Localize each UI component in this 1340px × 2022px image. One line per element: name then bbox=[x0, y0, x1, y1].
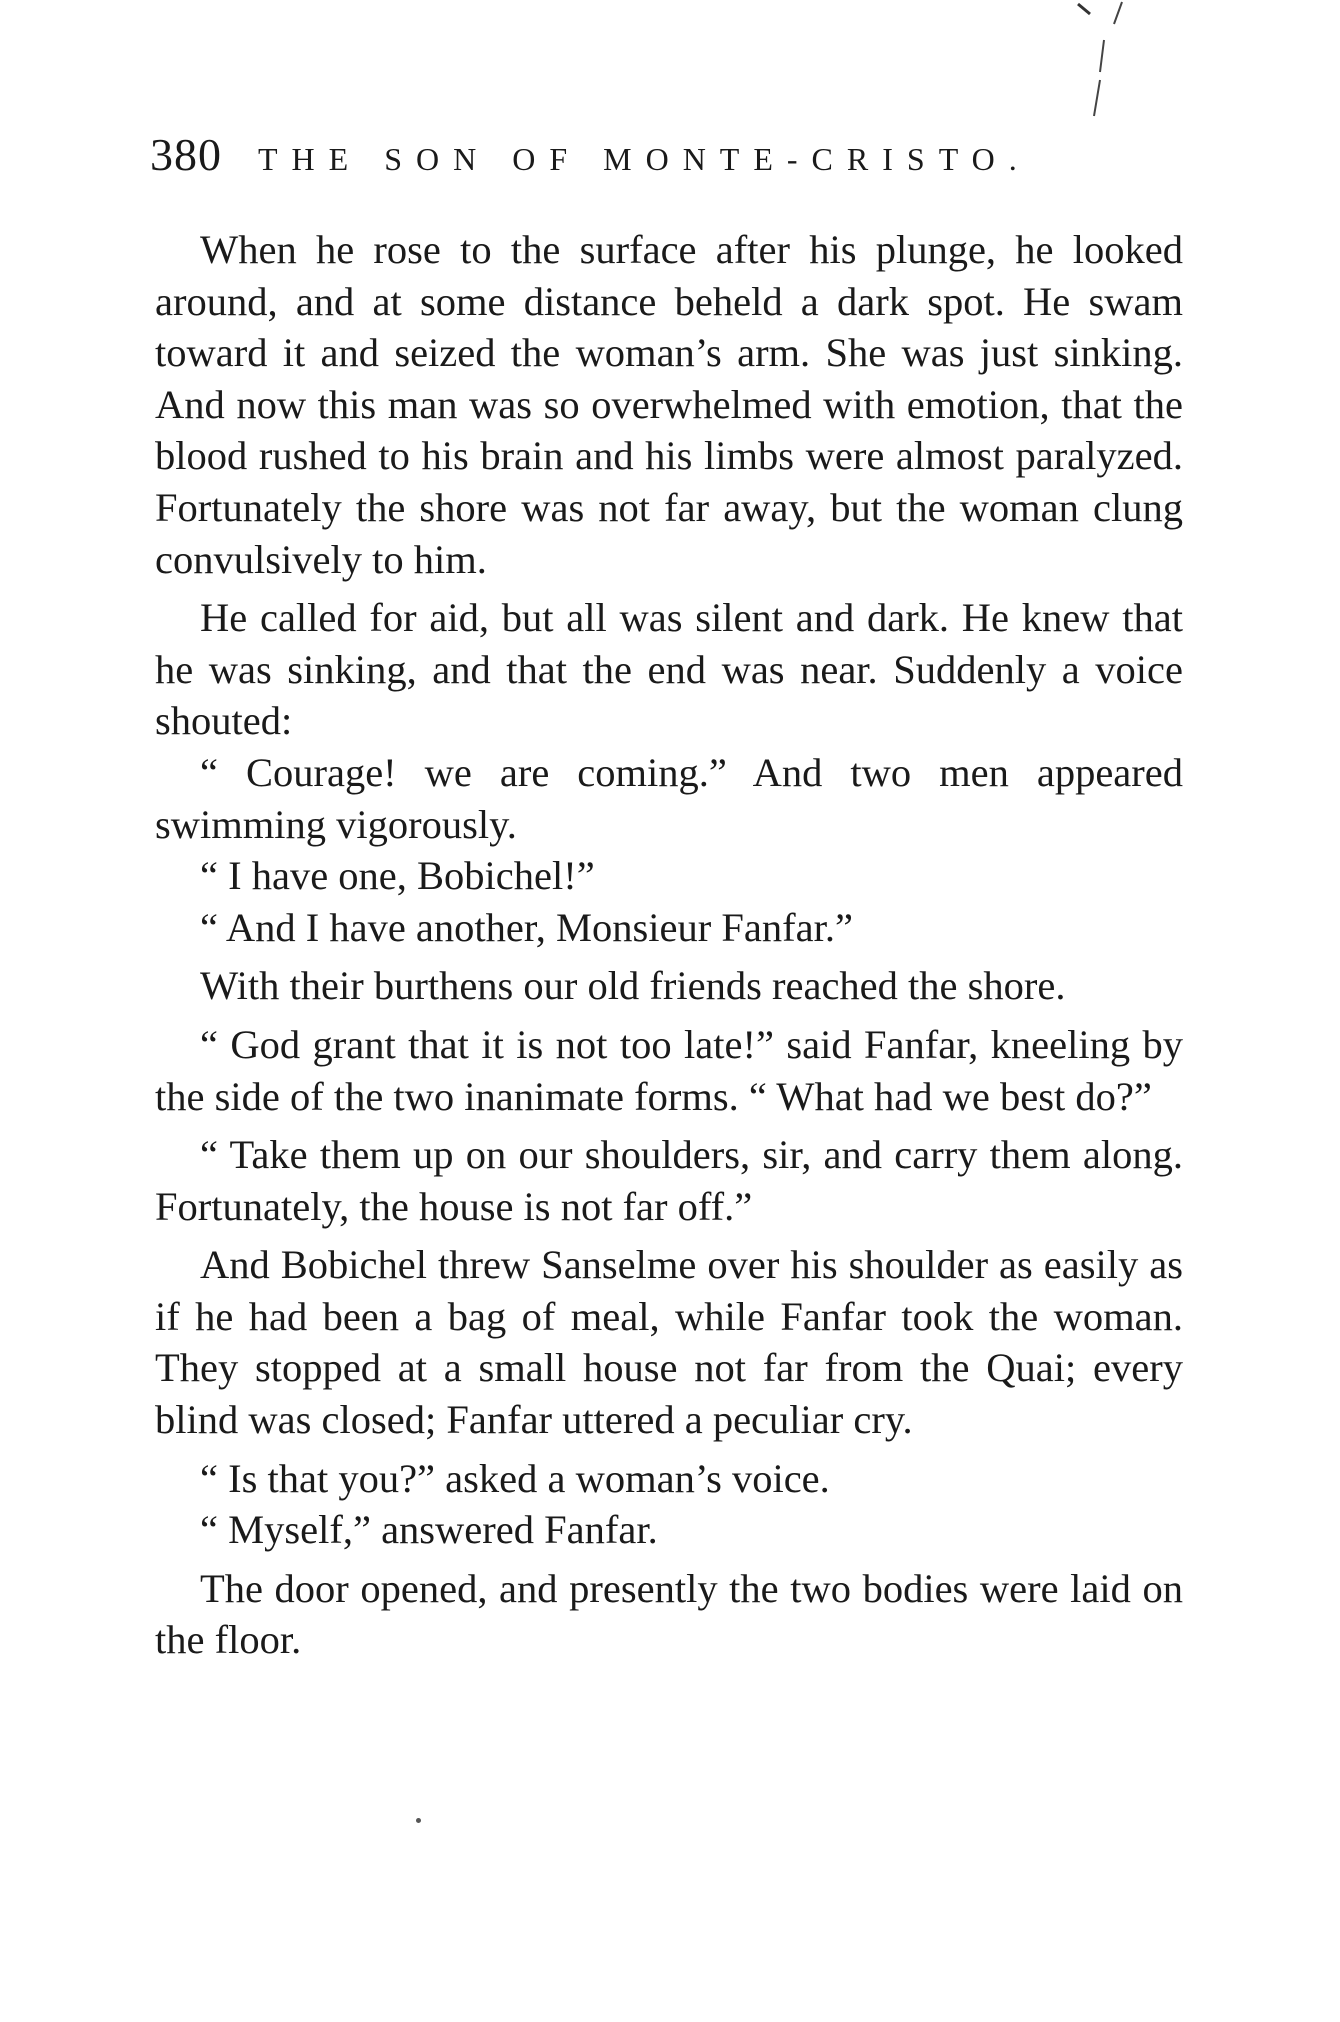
page-number: 380 bbox=[150, 129, 222, 180]
ink-speck bbox=[416, 1818, 421, 1823]
paragraph: “ I have one, Bobichel!” bbox=[200, 853, 595, 899]
page-header bbox=[150, 128, 1190, 198]
paragraph: “ God grant that it is not too late!” said Fanfar, kneeling by the side of the two inanimate forms. “ What had we best do?” bbox=[155, 1021, 1183, 1119]
running-title: THE SON OF MONTE-CRISTO. bbox=[258, 141, 1031, 177]
paragraph: With their burthens our old friends reached the shore. bbox=[200, 963, 1066, 1009]
paragraph: “ Myself,” answered Fanfar. bbox=[200, 1507, 658, 1553]
paragraph: “ Courage! we are coming.” And two men appeared swimming vigorously. bbox=[155, 749, 1183, 847]
paragraph: The door opened, and presently the two bodies were laid on the floor. bbox=[155, 1565, 1183, 1663]
pencil-marks bbox=[1060, 0, 1190, 130]
body-text bbox=[155, 224, 1183, 1666]
paragraph: “ And I have another, Monsieur Fanfar.” bbox=[200, 904, 853, 950]
paragraph: When he rose to the surface after his plunge, he looked around, and at some distance beheld a dark spot. He swam toward it and seized the woman’s arm. She was just sinking. And now this man was so overwhelmed with emotion, that the blood rushed to his brain and his limbs were almost paralyzed. Fortunately the shore was not far away, but the woman clung convulsively to him. bbox=[155, 227, 1183, 582]
paragraph: “ Take them up on our shoulders, sir, and carry them along. Fortunately, the house is not far off.” bbox=[155, 1132, 1183, 1229]
paragraph: “ Is that you?” asked a woman’s voice. bbox=[200, 1455, 830, 1501]
paragraph: And Bobichel threw Sanselme over his shoulder as easily as if he had been a bag of meal, while Fanfar took the woman. They stopped at a small house not far from the Quai; every blind was closed; Fanfar uttered a peculiar cry. bbox=[155, 1242, 1183, 1443]
paragraph: He called for aid, but all was silent and dark. He knew that he was sinking, and that the end was near. Suddenly a voice shouted: bbox=[155, 595, 1183, 744]
